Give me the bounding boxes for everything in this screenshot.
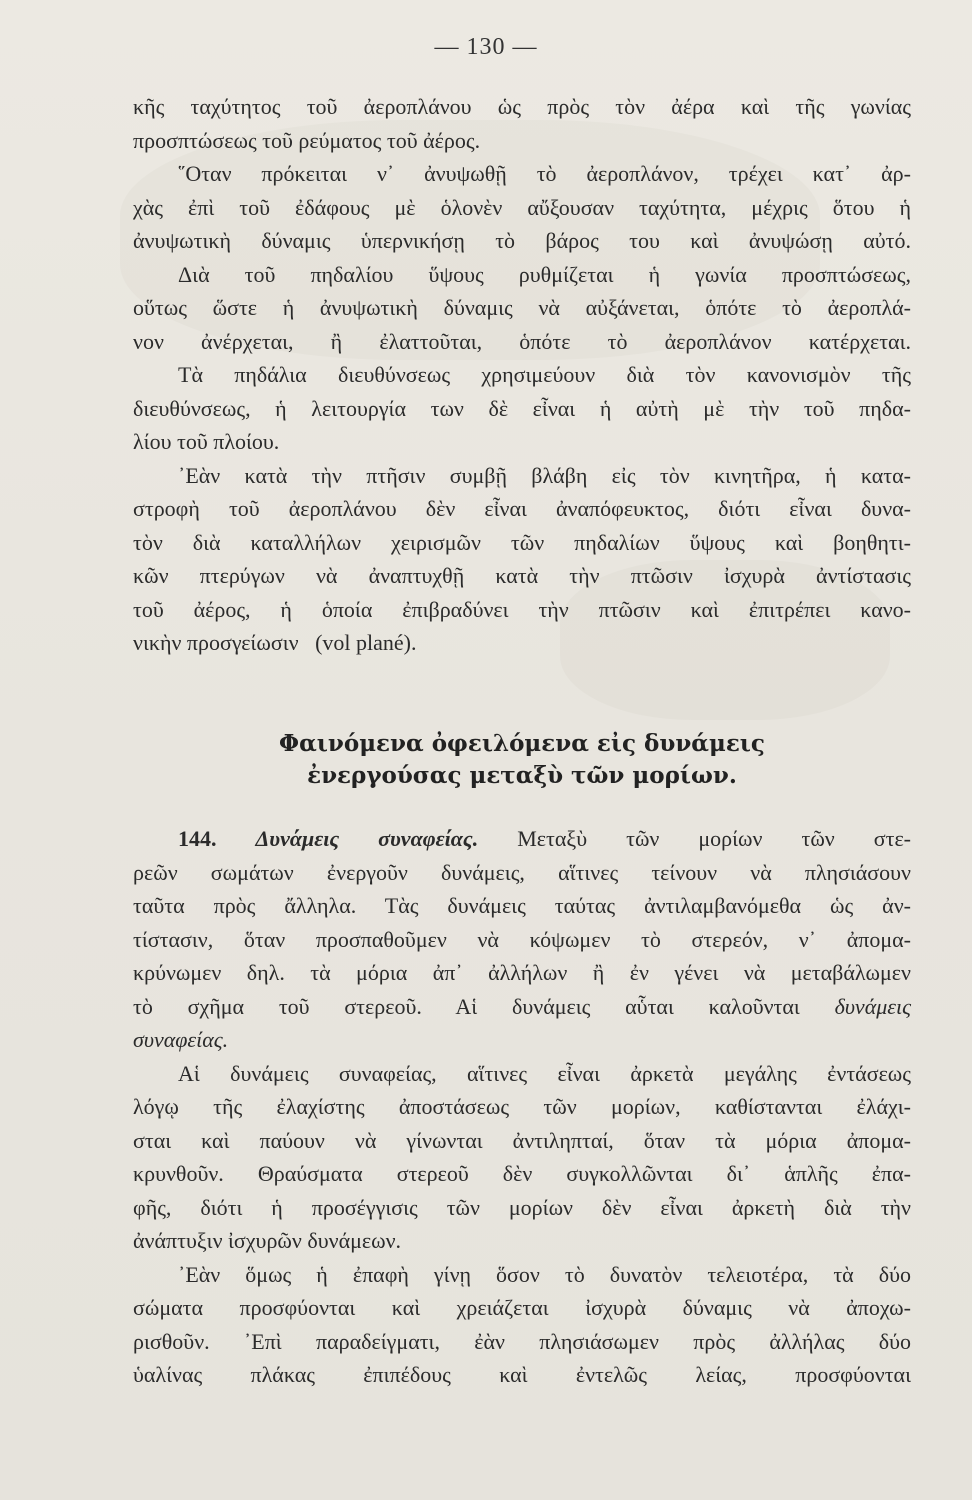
text-line: ρεῶν σωμάτων ἐνεργοῦν δυνάμεις, αἵτινες τείνουν νὰ πλησιάσουν xyxy=(133,859,911,885)
page-number: — 130 — xyxy=(434,34,538,60)
text-line: ἀνάπτυξιν ἰσχυρῶν δυνάμεων. xyxy=(133,1228,402,1253)
text-line: Τὰ πηδάλια διευθύνσεως χρησιμεύουν διὰ τὸν κανονισμὸν τῆς xyxy=(178,362,911,387)
body-text-top xyxy=(133,90,911,660)
text-line: ρισθοῦν. ᾿Επὶ παραδείγματι, ἐὰν πλησιάσωμεν πρὸς ἀλλήλας δύο xyxy=(133,1328,911,1354)
text-line: ταῦτα πρὸς ἄλληλα. Τὰς δυνάμεις ταύτας ἀντιλαμβανόμεθα ὡς ἀν- xyxy=(133,893,911,918)
text-line: τοῦ ἀέρος, ἡ ὁποία ἐπιβραδύνει τὴν πτῶσιν καὶ ἐπιτρέπει κανο- xyxy=(133,596,911,622)
text-line: χὰς ἐπὶ τοῦ ἐδάφους μὲ ὁλονὲν αὔξουσαν ταχύτητα, μέχρις ὅτου ἡ xyxy=(133,194,911,220)
text-line xyxy=(133,626,911,660)
text-line: ᾿Εὰν ὅμως ἡ ἐπαφὴ γίνῃ ὅσον τὸ δυνατὸν τελειοτέρα, τὰ δύο xyxy=(178,1261,911,1287)
text-line: οὕτως ὥστε ἡ ἀνυψωτικὴ δύναμις νὰ αὐξάνεται, ὁπότε τὸ ἀεροπλά- xyxy=(133,295,911,320)
heading-line-1: Φαινόμενα ὀφειλόμενα εἰς δυνάμεις xyxy=(279,730,765,757)
text-line: νον ἀνέρχεται, ἢ ἐλαττοῦται, ὁπότε τὸ ἀεροπλάνον κατέρχεται. xyxy=(133,328,911,354)
french-term: (vol plané). xyxy=(315,630,417,655)
text-line: Μεταξὺ τῶν μορίων τῶν στε- xyxy=(517,826,912,851)
text-line: φῆς, διότι ἡ προσέγγισις τῶν μορίων δὲν εἶναι ἀρκετὴ διὰ τὴν xyxy=(133,1194,911,1220)
text-line: κῆς ταχύτητος τοῦ ἀεροπλάνου ὡς πρὸς τὸν ἀέρα καὶ τῆς γωνίας xyxy=(133,94,911,119)
text-line: στροφὴ τοῦ ἀεροπλάνου δὲν εἶναι ἀναπόφευκτος, διότι εἶναι δυνα- xyxy=(133,496,911,521)
text-line: σώματα προσφύονται καὶ χρειάζεται ἰσχυρὰ δύναμις νὰ ἀποχω- xyxy=(133,1295,911,1320)
text-line: διευθύνσεως, ἡ λειτουργία των δὲ εἶναι ἡ αὐτὴ μὲ τὴν τοῦ πηδα- xyxy=(133,395,911,421)
text-line: λόγῳ τῆς ἐλαχίστης ἀποστάσεως τῶν μορίων, καθίστανται ἐλάχι- xyxy=(133,1094,911,1119)
text-line: κρυνθοῦν. Θραύσματα στερεοῦ δὲν συγκολλῶνται δι᾽ ἁπλῆς ἐπα- xyxy=(133,1161,911,1186)
text-line: ᾿Εὰν κατὰ τὴν πτῆσιν συμβῇ βλάβη εἰς τὸν κινητῆρα, ἡ κατα- xyxy=(178,462,911,488)
text-line: προσπτώσεως τοῦ ρεύματος τοῦ ἀέρος. xyxy=(133,127,481,153)
text-line: κῶν πτερύγων νὰ ἀναπτυχθῇ κατὰ τὴν πτῶσιν ἰσχυρὰ ἀντίστασις xyxy=(133,563,911,588)
text-line: Αἱ δυνάμεις συναφείας, αἵτινες εἶναι ἀρκετὰ μεγάλης ἐντάσεως xyxy=(178,1060,911,1086)
text-line: ῞Οταν πρόκειται ν᾽ ἀνυψωθῇ τὸ ἀεροπλάνον, τρέχει κατ᾽ ἀρ- xyxy=(178,161,911,186)
section-title: Δυνάμεις συναφείας. xyxy=(255,826,479,851)
text-line: ὑαλίνας πλάκας ἐπιπέδους καὶ ἐντελῶς λείας, προσφύονται xyxy=(133,1362,911,1387)
text-line: ἀνυψωτικὴ δύναμις ὑπερνικήσῃ τὸ βάρος του καὶ ἀνυψώσῃ αὐτό. xyxy=(133,228,911,253)
section-heading xyxy=(133,728,911,792)
text-line: τὸν διὰ καταλλήλων χειρισμῶν τῶν πηδαλίων ὕψους καὶ βοηθητι- xyxy=(133,529,911,555)
body-text-section-144 xyxy=(133,822,911,1392)
section-number: 144. xyxy=(178,826,217,851)
text-line: κρύνωμεν δηλ. τὰ μόρια ἀπ᾽ ἀλλήλων ἢ ἐν γένει νὰ μεταβάλωμεν xyxy=(133,960,911,985)
text-line: τίστασιν, ὅταν προσπαθοῦμεν νὰ κόψωμεν τὸ στερεόν, ν᾽ ἀπομα- xyxy=(133,926,911,952)
text-line: λίου τοῦ πλοίου. xyxy=(133,429,280,454)
text-line xyxy=(133,990,911,1024)
text-line: σται καὶ παύουν νὰ γίνωνται ἀντιληπταί, ὅταν τὰ μόρια ἀπομα- xyxy=(133,1127,911,1153)
defined-term: δυνάμεις xyxy=(834,993,911,1019)
section-first-line xyxy=(133,822,911,856)
defined-term-continued: συναφείας. xyxy=(133,1027,229,1052)
text-line-greek: νικὴν προσγείωσιν xyxy=(133,630,299,655)
text-line-part: τὸ σχῆμα τοῦ στερεοῦ. Αἱ δυνάμεις αὗται καλοῦνται xyxy=(133,993,800,1019)
heading-line-2: ἐνεργούσας μεταξὺ τῶν μορίων. xyxy=(307,762,737,789)
text-line: Διὰ τοῦ πηδαλίου ὕψους ρυθμίζεται ἡ γωνία προσπτώσεως, xyxy=(178,261,911,287)
